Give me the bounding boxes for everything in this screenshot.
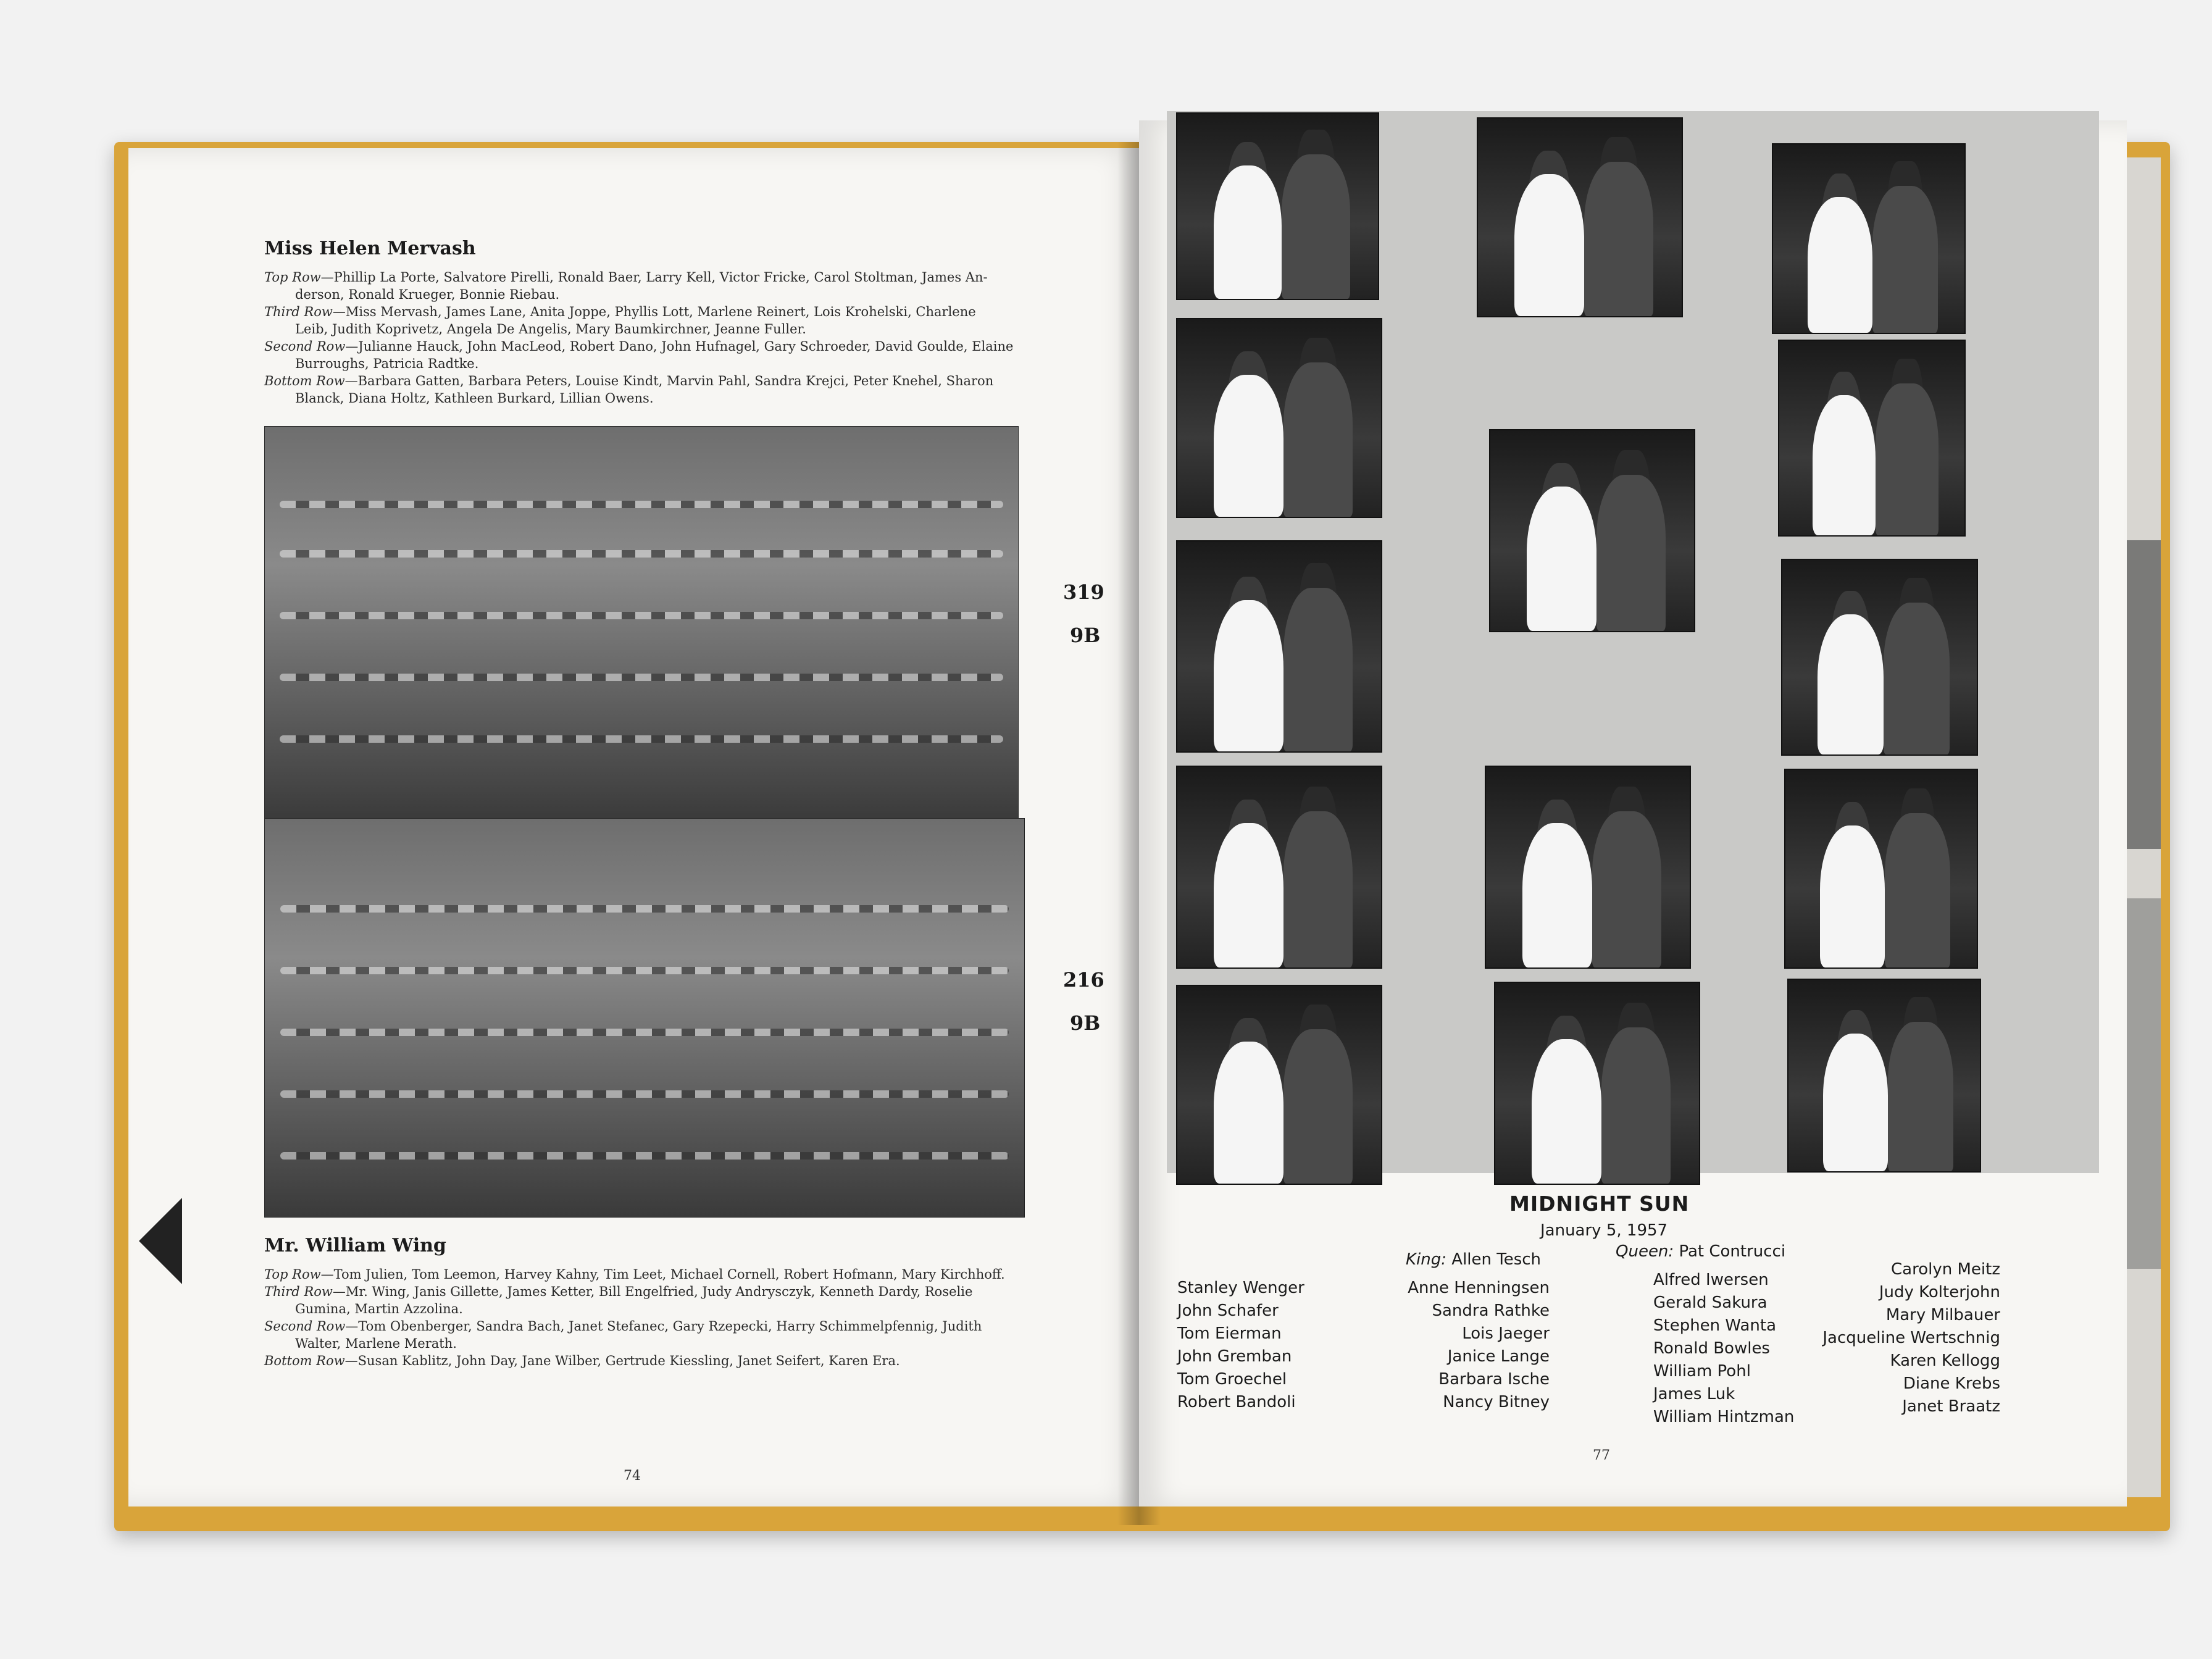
caption-line: [264, 1352, 1030, 1369]
caption-line: [264, 1318, 1030, 1335]
row-label: Top Row: [264, 1267, 321, 1282]
teacher-name-bottom: Mr. William Wing: [264, 1235, 446, 1256]
list-item: William Pohl: [1653, 1362, 1751, 1381]
row-names: Gumina, Martin Azzolina.: [295, 1302, 463, 1316]
room-number-top: 319: [1063, 580, 1104, 604]
grade-bottom: 9B: [1070, 1011, 1101, 1035]
grade-top: 9B: [1070, 624, 1101, 647]
king-line: [1406, 1250, 1541, 1269]
row-names: —Barbara Gatten, Barbara Peters, Louise Kindt, Marvin Pahl, Sandra Krejci, Peter Knehel, Sharon: [344, 374, 994, 388]
list-item: Mary Milbauer: [1885, 1306, 2000, 1324]
court-column-3: [1653, 1269, 1794, 1429]
row-label: Third Row: [264, 1284, 333, 1299]
list-item: Jacqueline Wertschnig: [1822, 1329, 2000, 1347]
row-names: —Tom Obenberger, Sandra Bach, Janet Stefanec, Gary Rzepecki, Harry Schimmelpfennig, Judith: [345, 1319, 982, 1334]
list-item: James Luk: [1653, 1385, 1735, 1403]
row-names: Blanck, Diana Holtz, Kathleen Burkard, Lillian Owens.: [295, 391, 654, 406]
list-item: Barbara Ische: [1438, 1370, 1550, 1389]
king-label: King:: [1406, 1250, 1447, 1269]
list-item: Tom Eierman: [1177, 1324, 1282, 1343]
couple-photo: [1176, 112, 1379, 300]
row-label: Second Row: [264, 339, 346, 354]
caption-line: [264, 372, 1017, 390]
list-item: Stephen Wanta: [1653, 1316, 1776, 1335]
page-number-left: 74: [624, 1468, 641, 1484]
court-column-1: [1177, 1277, 1304, 1414]
couple-photo: [1176, 766, 1382, 969]
row-names: —Tom Julien, Tom Leemon, Harvey Kahny, Tim Leet, Michael Cornell, Robert Hofmann, Mary Kirchhoff.: [320, 1267, 1005, 1282]
row-label: Bottom Row: [264, 374, 345, 388]
list-item: Alfred Iwersen: [1653, 1271, 1769, 1289]
king-name: Allen Tesch: [1451, 1250, 1542, 1269]
couple-photo: [1176, 540, 1382, 753]
list-item: Janet Braatz: [1902, 1397, 2000, 1416]
page-number-right: 77: [1593, 1448, 1610, 1463]
list-item: Tom Groechel: [1177, 1370, 1287, 1389]
couple-photo: [1781, 559, 1978, 756]
couple-photo: [1477, 117, 1683, 317]
list-item: Ronald Bowles: [1653, 1339, 1770, 1358]
event-date: January 5, 1957: [1540, 1221, 1668, 1240]
couple-photo: [1176, 985, 1382, 1185]
couple-photo: [1784, 769, 1978, 969]
row-label: Second Row: [264, 1319, 346, 1334]
court-column-2: [1395, 1277, 1550, 1414]
caption-line: [264, 320, 1017, 338]
queen-label: Queen:: [1616, 1242, 1674, 1261]
caption-line: [264, 390, 1017, 407]
row-label: Third Row: [264, 304, 333, 319]
list-item: Nancy Bitney: [1443, 1393, 1550, 1411]
teacher-name-top: Miss Helen Mervash: [264, 238, 476, 259]
couple-photo: [1787, 979, 1981, 1172]
list-item: Judy Kolterjohn: [1879, 1283, 2000, 1302]
couple-photo: [1772, 143, 1966, 334]
couple-photo: [1485, 766, 1691, 969]
court-column-4: [1815, 1258, 2000, 1418]
list-item: Diane Krebs: [1903, 1374, 2000, 1393]
row-label: Top Row: [264, 270, 321, 285]
row-names: derson, Ronald Krueger, Bonnie Riebau.: [295, 287, 560, 302]
event-title: MIDNIGHT SUN: [1509, 1192, 1690, 1216]
caption-line: [264, 1283, 1030, 1300]
list-item: Gerald Sakura: [1653, 1293, 1768, 1312]
couple-photo: [1489, 429, 1695, 632]
list-item: Lois Jaeger: [1462, 1324, 1550, 1343]
caption-block-top: [264, 269, 1017, 407]
row-names: —Miss Mervash, James Lane, Anita Joppe, Phyllis Lott, Marlene Reinert, Lois Krohelski, Charlene: [332, 304, 976, 319]
class-photo-216: [264, 818, 1025, 1218]
couple-photo: [1494, 982, 1700, 1185]
caption-line: [264, 1266, 1030, 1283]
caption-line: [264, 355, 1017, 372]
caption-line: [264, 286, 1017, 303]
list-item: John Schafer: [1177, 1302, 1279, 1320]
queen-line: [1616, 1242, 1785, 1261]
couple-photo: [1176, 318, 1382, 518]
row-names: —Julianne Hauck, John MacLeod, Robert Dano, John Hufnagel, Gary Schroeder, David Goulde, Elaine: [345, 339, 1014, 354]
queen-name: Pat Contrucci: [1679, 1242, 1786, 1261]
row-names: —Susan Kablitz, John Day, Jane Wilber, Gertrude Kiessling, Janet Seifert, Karen Era.: [344, 1353, 900, 1368]
list-item: Robert Bandoli: [1177, 1393, 1296, 1411]
row-label: Bottom Row: [264, 1353, 345, 1368]
list-item: William Hintzman: [1653, 1408, 1795, 1426]
row-names: Leib, Judith Koprivetz, Angela De Angelis, Mary Baumkirchner, Jeanne Fuller.: [295, 322, 806, 336]
row-names: Walter, Marlene Merath.: [295, 1336, 457, 1351]
caption-block-bottom: [264, 1266, 1030, 1369]
caption-line: [264, 1335, 1030, 1352]
class-photo-319: [264, 426, 1019, 822]
list-item: Stanley Wenger: [1177, 1279, 1304, 1297]
caption-line: [264, 1300, 1030, 1318]
caption-line: [264, 338, 1017, 355]
caption-line: [264, 303, 1017, 320]
list-item: Carolyn Meitz: [1891, 1260, 2000, 1279]
list-item: Janice Lange: [1447, 1347, 1550, 1366]
row-names: —Phillip La Porte, Salvatore Pirelli, Ronald Baer, Larry Kell, Victor Fricke, Carol Stoltman, James An-: [320, 270, 988, 285]
room-number-bottom: 216: [1063, 968, 1104, 992]
list-item: John Gremban: [1177, 1347, 1292, 1366]
couple-photo: [1778, 340, 1966, 537]
row-names: —Mr. Wing, Janis Gillette, James Ketter, Bill Engelfried, Judy Andrysczyk, Kenneth Dardy, Roselie: [332, 1284, 973, 1299]
list-item: Sandra Rathke: [1432, 1302, 1550, 1320]
row-names: Burroughs, Patricia Radtke.: [295, 356, 479, 371]
page-edge-tab: [139, 1198, 182, 1284]
list-item: Anne Henningsen: [1408, 1279, 1550, 1297]
caption-line: [264, 269, 1017, 286]
list-item: Karen Kellogg: [1890, 1352, 2000, 1370]
